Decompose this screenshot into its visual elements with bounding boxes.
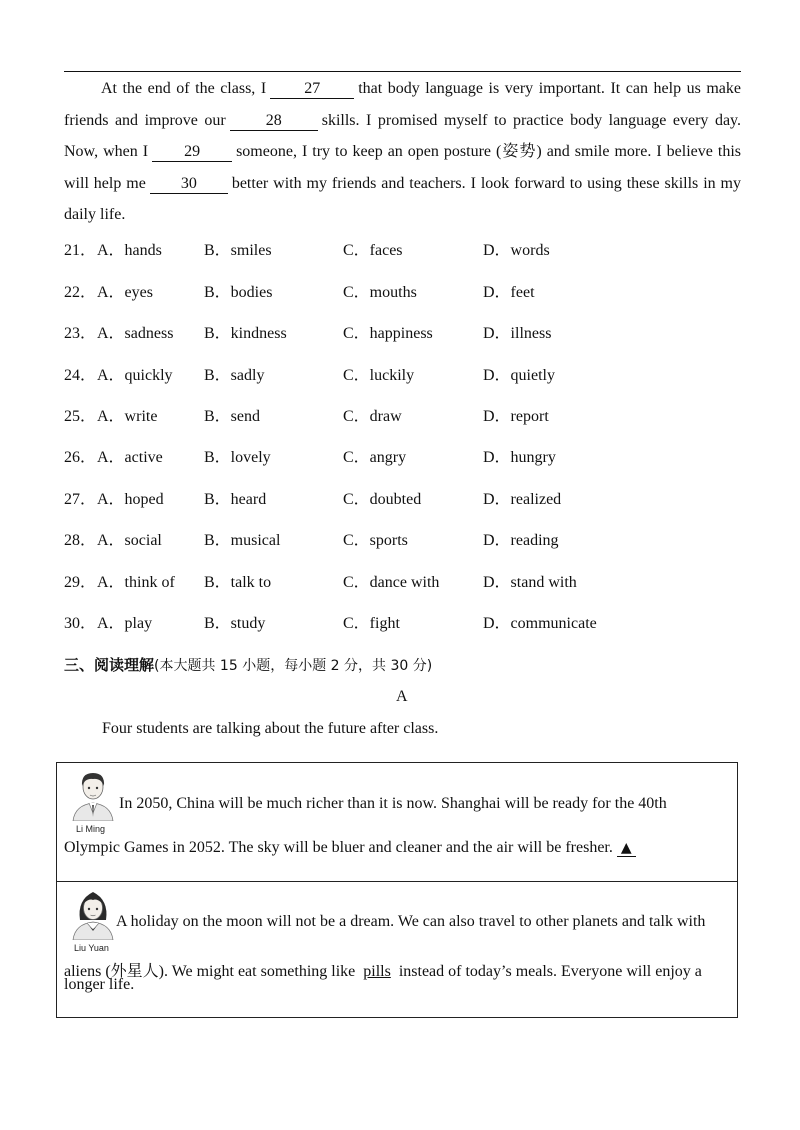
question-number: 30． (64, 615, 97, 632)
underlined-word: pills (363, 963, 391, 980)
option-c: C．fight (343, 615, 400, 632)
section-subtitle: (本大题共 15 小题，每小题 2 分，共 30 分) (154, 658, 433, 674)
option-d: D．reading (483, 532, 559, 549)
option-a: A．active (97, 449, 163, 466)
option-c: C．faces (343, 242, 403, 259)
option-c: C．mouths (343, 284, 417, 301)
option-b: B．talk to (204, 574, 272, 591)
option-c: C．dance with (343, 574, 440, 591)
passage-text: skills. I promised myself to practice body language every day. Now, when I (64, 111, 741, 160)
option-c: C．sports (343, 532, 408, 549)
option-a: A．sadness (97, 325, 174, 342)
option-a: A．think of (97, 574, 175, 591)
top-rule (64, 71, 741, 72)
option-d: D．report (483, 408, 549, 425)
speech-line-with-underline (64, 958, 702, 981)
speaker-name: Li Ming (76, 824, 106, 834)
blank-27: 27 (270, 80, 354, 99)
option-b: B．send (204, 408, 261, 425)
option-a: A．eyes (97, 284, 153, 301)
option-b: B．lovely (204, 449, 271, 466)
question-number: 24． (64, 367, 97, 384)
question-number: 28． (64, 532, 97, 549)
question-number: 25． (64, 408, 97, 425)
question-number: 26． (64, 449, 97, 466)
option-c: C．draw (343, 408, 402, 425)
cloze-passage (64, 73, 741, 231)
option-a: A．social (97, 532, 162, 549)
speech-line-with-blank (64, 839, 636, 857)
question-number: 22． (64, 284, 97, 301)
passage-text: someone, I try to keep an open posture (姿势) and smile more. I believe this will help me (64, 143, 741, 192)
blank-28: 28 (230, 112, 318, 131)
option-d: D．hungry (483, 449, 556, 466)
speech-line: In 2050, China will be much richer than it is now. Shanghai will be ready for the 40th (119, 795, 667, 812)
option-b: B．musical (204, 532, 281, 549)
option-b: B．heard (204, 491, 267, 508)
question-number: 21． (64, 242, 97, 259)
passage-text: better with my friends and teachers. I look forward to using these skills in my daily life. (64, 174, 742, 223)
option-a: A．quickly (97, 367, 173, 384)
section-heading (64, 654, 432, 677)
option-b: B．sadly (204, 367, 265, 384)
boy-student-avatar-icon (67, 767, 119, 821)
option-a: A．hands (97, 242, 162, 259)
option-b: B．study (204, 615, 266, 632)
girl-student-avatar-icon (67, 886, 119, 940)
option-d: D．realized (483, 491, 562, 508)
speech-line: A holiday on the moon will not be a dream. We can also travel to other planets and talk with (116, 913, 706, 930)
speech-line: Olympic Games in 2052. The sky will be bluer and cleaner and the air will be fresher. (64, 839, 613, 856)
option-d: D．quietly (483, 367, 555, 384)
option-d: D．stand with (483, 574, 577, 591)
speech-line: longer life. (64, 976, 135, 993)
option-d: D．feet (483, 284, 535, 301)
option-a: A．hoped (97, 491, 164, 508)
option-a: A．play (97, 615, 153, 632)
speaker-box-liu-yuan (56, 881, 738, 1018)
option-c: C．happiness (343, 325, 433, 342)
question-number: 29． (64, 574, 97, 591)
question-number: 27． (64, 491, 97, 508)
option-d: D．communicate (483, 615, 597, 632)
option-b: B．bodies (204, 284, 273, 301)
speaker-name: Liu Yuan (74, 943, 109, 953)
speaker-box-li-ming (56, 762, 738, 882)
section-title: 三、阅读理解 (64, 656, 155, 674)
option-c: C．doubted (343, 491, 422, 508)
option-c: C．angry (343, 449, 407, 466)
option-c: C．luckily (343, 367, 415, 384)
triangle-blank-marker: ▲ (617, 840, 636, 857)
blank-29: 29 (152, 143, 232, 162)
blank-30: 30 (150, 175, 228, 194)
part-label: A (396, 688, 408, 705)
option-b: B．smiles (204, 242, 272, 259)
option-d: D．illness (483, 325, 552, 342)
option-b: B．kindness (204, 325, 287, 342)
reading-intro: Four students are talking about the future after class. (102, 720, 439, 737)
speech-line: aliens (外星人). We might eat something like (64, 963, 356, 980)
option-a: A．write (97, 408, 158, 425)
passage-text: At the end of the class, I (101, 80, 267, 97)
speech-line: instead of today’s meals. Everyone will enjoy a (398, 963, 702, 980)
question-number: 23． (64, 325, 97, 342)
passage-text: that body language is very important. It can help us make friends and improve our (64, 80, 742, 129)
option-d: D．words (483, 242, 550, 259)
